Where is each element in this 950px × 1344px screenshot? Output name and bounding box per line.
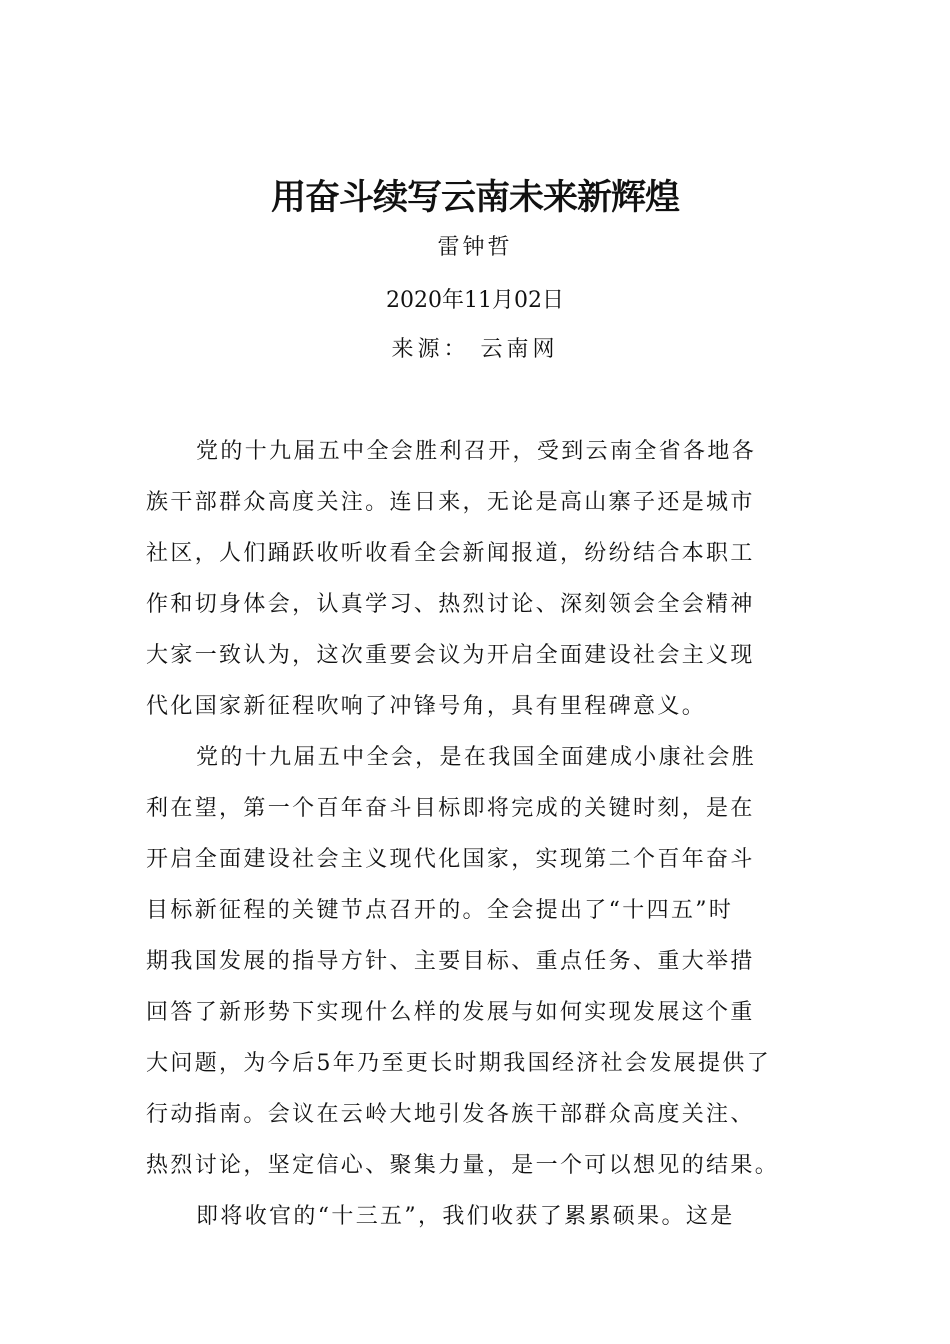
paragraph-1-line-5: 大家一致认为，这次重要会议为开启全面建设社会主义现 <box>146 643 755 668</box>
paragraph-2-line-1: 党的十九届五中全会，是在我国全面建成小康社会胜 <box>196 745 757 770</box>
paragraph-2-line-7: 大问题，为今后5年乃至更长时期我国经济社会发展提供了 <box>146 1051 772 1076</box>
paragraph-1-line-3: 社区，人们踊跃收听收看全会新闻报道，纷纷结合本职工 <box>146 541 755 566</box>
paragraph-2-line-4: 目标新征程的关键节点召开的。全会提出了“十四五”时 <box>146 898 734 923</box>
paragraph-2-line-2: 利在望，第一个百年奋斗目标即将完成的关键时刻，是在 <box>146 796 755 821</box>
paragraph-1-line-1: 党的十九届五中全会胜利召开，受到云南全省各地各 <box>196 439 757 464</box>
paragraph-2-line-8: 行动指南。会议在云岭大地引发各族干部群众高度关注、 <box>146 1102 755 1127</box>
article-author: 雷钟哲 <box>437 235 513 260</box>
paragraph-2-line-3: 开启全面建设社会主义现代化国家，实现第二个百年奋斗 <box>146 847 755 872</box>
paragraph-2-line-9: 热烈讨论，坚定信心、聚集力量，是一个可以想见的结果。 <box>146 1153 780 1178</box>
paragraph-1-line-6: 代化国家新征程吹响了冲锋号角，具有里程碑意义。 <box>146 694 707 719</box>
paragraph-2-line-5: 期我国发展的指导方针、主要目标、重点任务、重大举措 <box>146 949 755 974</box>
paragraph-3-line-1: 即将收官的“十三五”，我们收获了累累硕果。这是 <box>196 1204 735 1229</box>
article-date: 2020年11月02日 <box>386 288 564 313</box>
paragraph-1-line-2: 族干部群众高度关注。连日来，无论是高山寨子还是城市 <box>146 490 755 515</box>
paragraph-1-line-4: 作和切身体会，认真学习、热烈讨论、深刻领会全会精神 <box>146 592 755 617</box>
article-body <box>146 426 806 1242</box>
article-title: 用奋斗续写云南未来新辉煌 <box>270 177 679 218</box>
article-source: 来源： 云南网 <box>391 337 559 362</box>
paragraph-2-line-6: 回答了新形势下实现什么样的发展与如何实现发展这个重 <box>146 1000 755 1025</box>
